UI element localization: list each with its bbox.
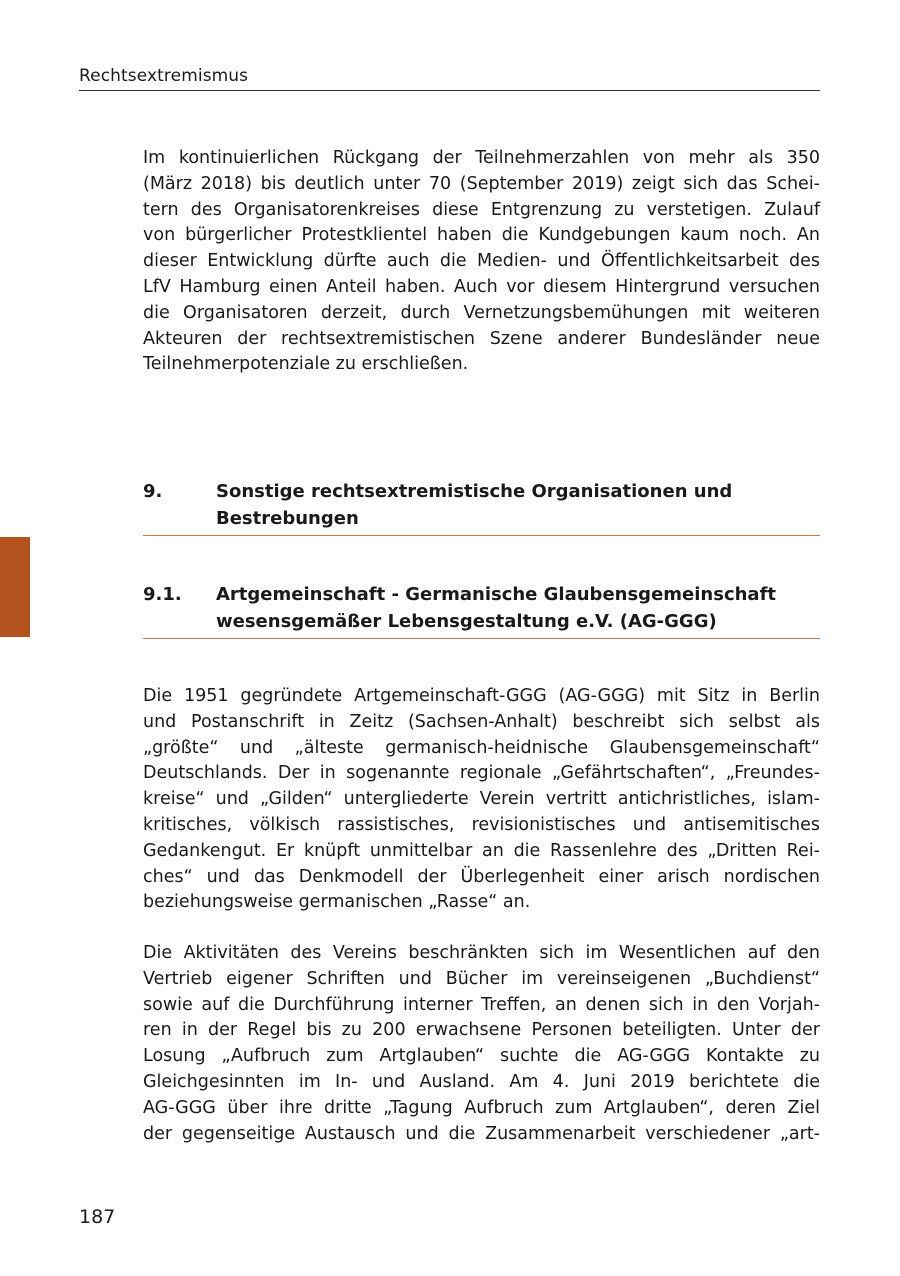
intro-paragraph [143,146,820,378]
paragraph-line: Teilnehmerpotenziale zu erschließen. [143,354,469,375]
section-9-1-heading [143,581,820,635]
paragraph-line: Deutschlands. Der in sogenannte regionale „Gefährtschaften“, „Freundes- [143,763,820,784]
paragraph-line: Losung „Aufbruch zum Artglauben“ suchte die AG-GGG Kontakte zu [143,1046,820,1067]
section-number: 9. [143,481,163,502]
paragraph-line: (März 2018) bis deutlich unter 70 (September 2019) zeigt sich das Schei- [143,173,820,194]
section-title-line: Sonstige rechtsextremistische Organisationen und [216,481,733,502]
paragraph-line: „größte“ und „älteste germanisch-heidnische Glaubensgemeinschaft“ [143,737,820,758]
subsection-number: 9.1. [143,584,182,605]
paragraph-line: ches“ und das Denkmodell der Überlegenheit einer arisch nordischen [143,866,820,887]
paragraph-line: sowie auf die Durchführung interner Treffen, an denen sich in den Vorjah- [143,994,820,1015]
paragraph-line: beziehungsweise germanischen „Rasse“ an. [143,892,531,913]
subsection-title [216,581,820,635]
paragraph-line: die Organisatoren derzeit, durch Vernetzungsbemühungen mit weiteren [143,302,820,323]
paragraph-line: AG-GGG über ihre dritte „Tagung Aufbruch zum Artglauben“, deren Ziel [143,1097,820,1118]
running-header: Rechtsextremismus [79,66,249,86]
paragraph-line: kreise“ und „Gilden“ untergliederte Verein vertritt antichristliches, islam- [143,789,820,810]
paragraph-line: Gedankengut. Er knüpft unmittelbar an die Rassenlehre des „Dritten Rei- [143,840,820,861]
paragraph-line: Die Aktivitäten des Vereins beschränkten sich im Wesentlichen auf den [143,943,820,963]
page-number: 187 [79,1206,116,1228]
paragraph-line: der gegenseitige Austausch und die Zusammenarbeit verschiedener „art- [143,1123,820,1144]
paragraph-line: tern des Organisatorenkreises diese Entgrenzung zu verstetigen. Zulauf [143,199,820,220]
section-title-line: Bestrebungen [216,508,359,529]
subsection-title-line: Artgemeinschaft - Germanische Glaubensgemeinschaft [216,584,777,605]
header-rule [79,90,820,91]
paragraph-line: Im kontinuierlichen Rückgang der Teilnehmerzahlen von mehr als 350 [143,148,820,168]
paragraph-line: LfV Hamburg einen Anteil haben. Auch vor diesem Hintergrund versuchen [143,276,820,297]
body-paragraph-2 [143,941,820,1147]
subsection-title-line: wesensgemäßer Lebensgestaltung e.V. (AG-GGG) [216,611,717,632]
paragraph-line: kritisches, völkisch rassistisches, revisionistisches und antisemitisches [143,814,820,835]
paragraph-line: und Postanschrift in Zeitz (Sachsen-Anhalt) beschreibt sich selbst als [143,711,820,732]
paragraph-line: von bürgerlicher Protestklientel haben die Kundgebungen kaum noch. An [143,225,820,246]
paragraph-line: ren in der Regel bis zu 200 erwachsene Personen beteiligten. Unter der [143,1020,820,1041]
section-9-rule [143,535,820,536]
paragraph-line: Die 1951 gegründete Artgemeinschaft-GGG (AG-GGG) mit Sitz in Berlin [143,686,820,706]
section-9-heading [143,478,820,532]
body-paragraph-1 [143,684,820,916]
paragraph-line: Vertrieb eigener Schriften und Bücher im vereinseigenen „Buchdienst“ [143,968,820,989]
section-9-1-rule [143,638,820,639]
chapter-side-tab [0,537,30,637]
paragraph-line: dieser Entwicklung dürfte auch die Medien- und Öffentlichkeitsarbeit des [143,251,820,272]
paragraph-line: Akteuren der rechtsextremistischen Szene anderer Bundesländer neue [143,328,820,349]
section-title [216,478,820,532]
paragraph-line: Gleichgesinnten im In- und Ausland. Am 4. Juni 2019 berichtete die [143,1071,820,1092]
